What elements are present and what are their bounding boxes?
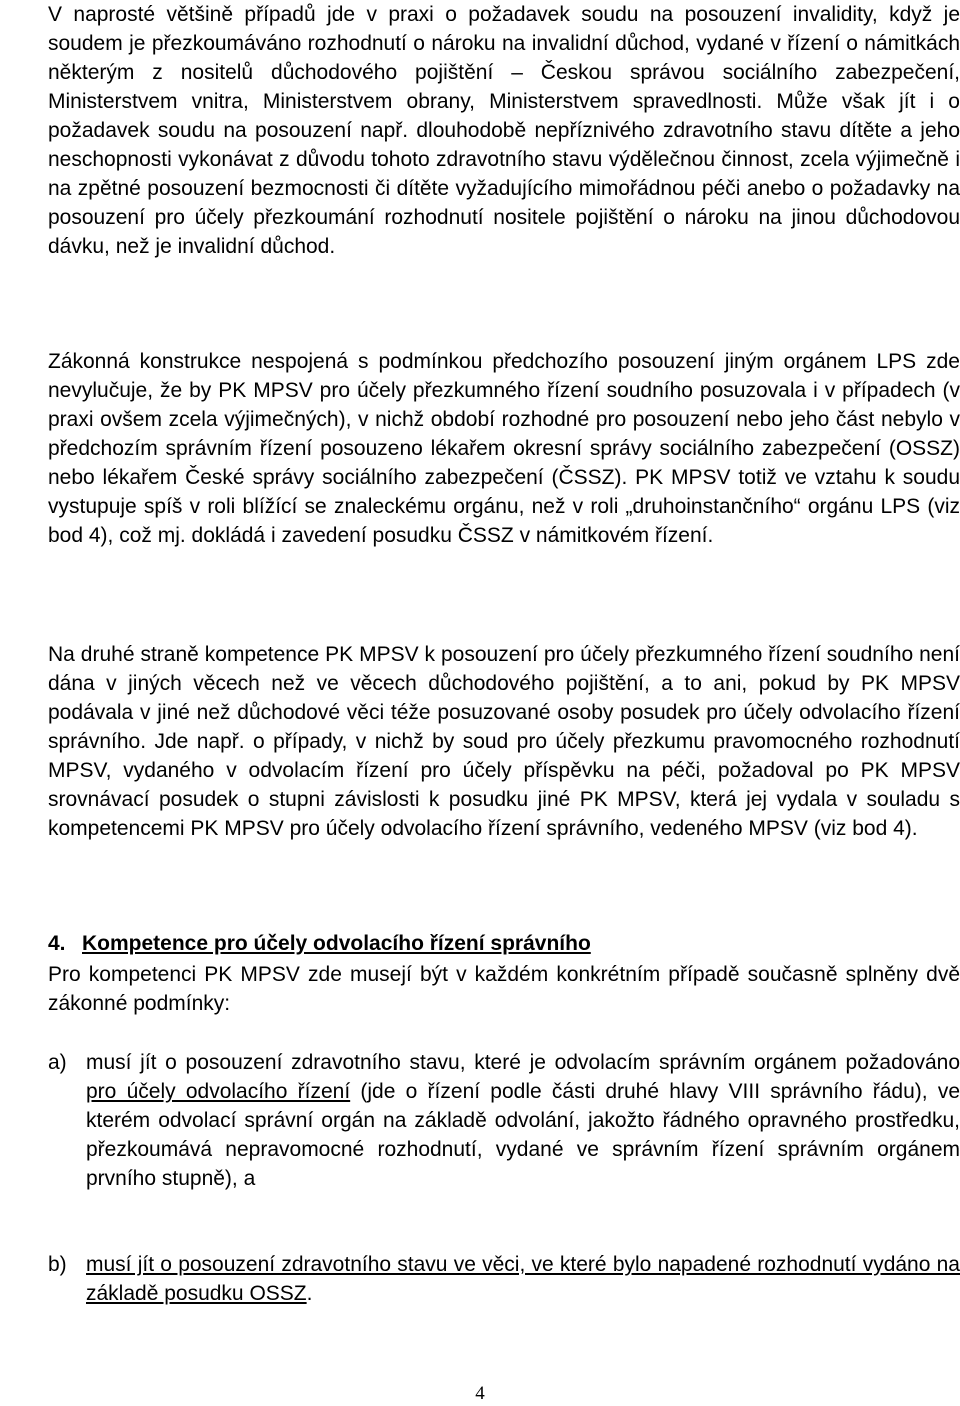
list-item-a xyxy=(48,1048,960,1193)
page-number: 4 xyxy=(475,1383,485,1404)
section-title: Kompetence pro účely odvolacího řízení správního xyxy=(82,932,591,955)
list-text-a-end: (jde o řízení podle části druhé hlavy VIII správního řádu), ve kterém odvolací správní orgán na základě odvolání, jakožto řádného opravného prostředku, přezkoumává nepravomocné rozhodnutí, vydané ve správním řízení správním orgánem prvního stupně), a xyxy=(86,1080,960,1190)
list-item-b xyxy=(48,1250,960,1308)
section-heading xyxy=(48,929,960,958)
paragraph-competence-limits: Na druhé straně kompetence PK MPSV k posouzení pro účely přezkumného řízení soudního není dána v jiných věcech než ve věcech důchodového pojištění, a to ani, pokud by PK MPSV podávala v jiné než důchodové věci téže posuzované osoby posudek pro účely odvolacího řízení správního. Jde např. o případy, v nichž by soud pro účely přezkumu pravomocného rozhodnutí MPSV, vydaného v odvolacím řízení pro účely příspěvku na péči, požadoval po PK MPSV srovnávací posudek o stupni závislosti k posudku jiné PK MPSV, která jej vydala v souladu s kompetencemi PK MPSV pro účely odvolacího řízení správního, vedeného MPSV (viz bod 4). xyxy=(48,643,960,840)
list-marker-a: a) xyxy=(48,1051,67,1074)
list-marker-b: b) xyxy=(48,1253,67,1276)
section-number: 4. xyxy=(48,932,66,955)
list-text-a-underlined: pro účely odvolacího řízení xyxy=(86,1080,351,1103)
paragraph-conditions-intro: Pro kompetenci PK MPSV zde musejí být v každém konkrétním případě současně splněny dvě zákonné podmínky: xyxy=(48,963,960,1015)
paragraph-legal-construction: Zákonná konstrukce nespojená s podmínkou předchozího posouzení jiným orgánem LPS zde nevylučuje, že by PK MPSV pro účely přezkumného řízení soudního posuzovala i v případech (v praxi ovšem zcela výjimečných), v nichž období rozhodné pro posouzení nebo jeho část nebylo v předchozím správním řízení posouzeno lékařem okresní správy sociálního zabezpečení (OSSZ) nebo lékařem České správy sociálního zabezpečení (ČSSZ). PK MPSV totiž ve vztahu k soudu vystupuje spíš v roli blížící se znaleckému orgánu, než v roli „druhoinstančního“ orgánu LPS (viz bod 4), což mj. dokládá i zavedení posudku ČSSZ v námitkovém řízení. xyxy=(48,350,960,547)
list-text-b-end: . xyxy=(306,1282,313,1305)
list-text-a-start: musí jít o posouzení zdravotního stavu, které je odvolacím správním orgánem požadováno xyxy=(86,1051,960,1074)
list-text-b xyxy=(86,1250,960,1308)
paragraph-invalidity-requests: V naprosté většině případů jde v praxi o požadavek soudu na posouzení invalidity, když je soudem je přezkoumáváno rozhodnutí o nároku na invalidní důchod, vydané v řízení o námitkách některým z nositelů důchodového pojištění – Českou správou sociálního zabezpečení, Ministerstvem vnitra, Ministerstvem obrany, Ministerstvem spravedlnosti. Může však jít i o požadavek soudu na posouzení např. dlouhodobě nepříznivého zdravotního stavu dítěte a jeho neschopnosti vykonávat z důvodu tohoto zdravotního stavu výdělečnou činnost, zcela výjimečně i na zpětné posouzení bezmocnosti či dítěte vyžadujícího mimořádnou péči anebo o požadavky na posouzení pro účely přezkoumání rozhodnutí nositele pojištění o nároku na jinou důchodovou dávku, než je invalidní důchod. xyxy=(48,3,960,258)
list-text-a xyxy=(86,1048,960,1193)
list-text-b-underlined: musí jít o posouzení zdravotního stavu ve věci, ve které bylo napadené rozhodnutí vydáno na základě posudku OSSZ xyxy=(86,1253,960,1305)
